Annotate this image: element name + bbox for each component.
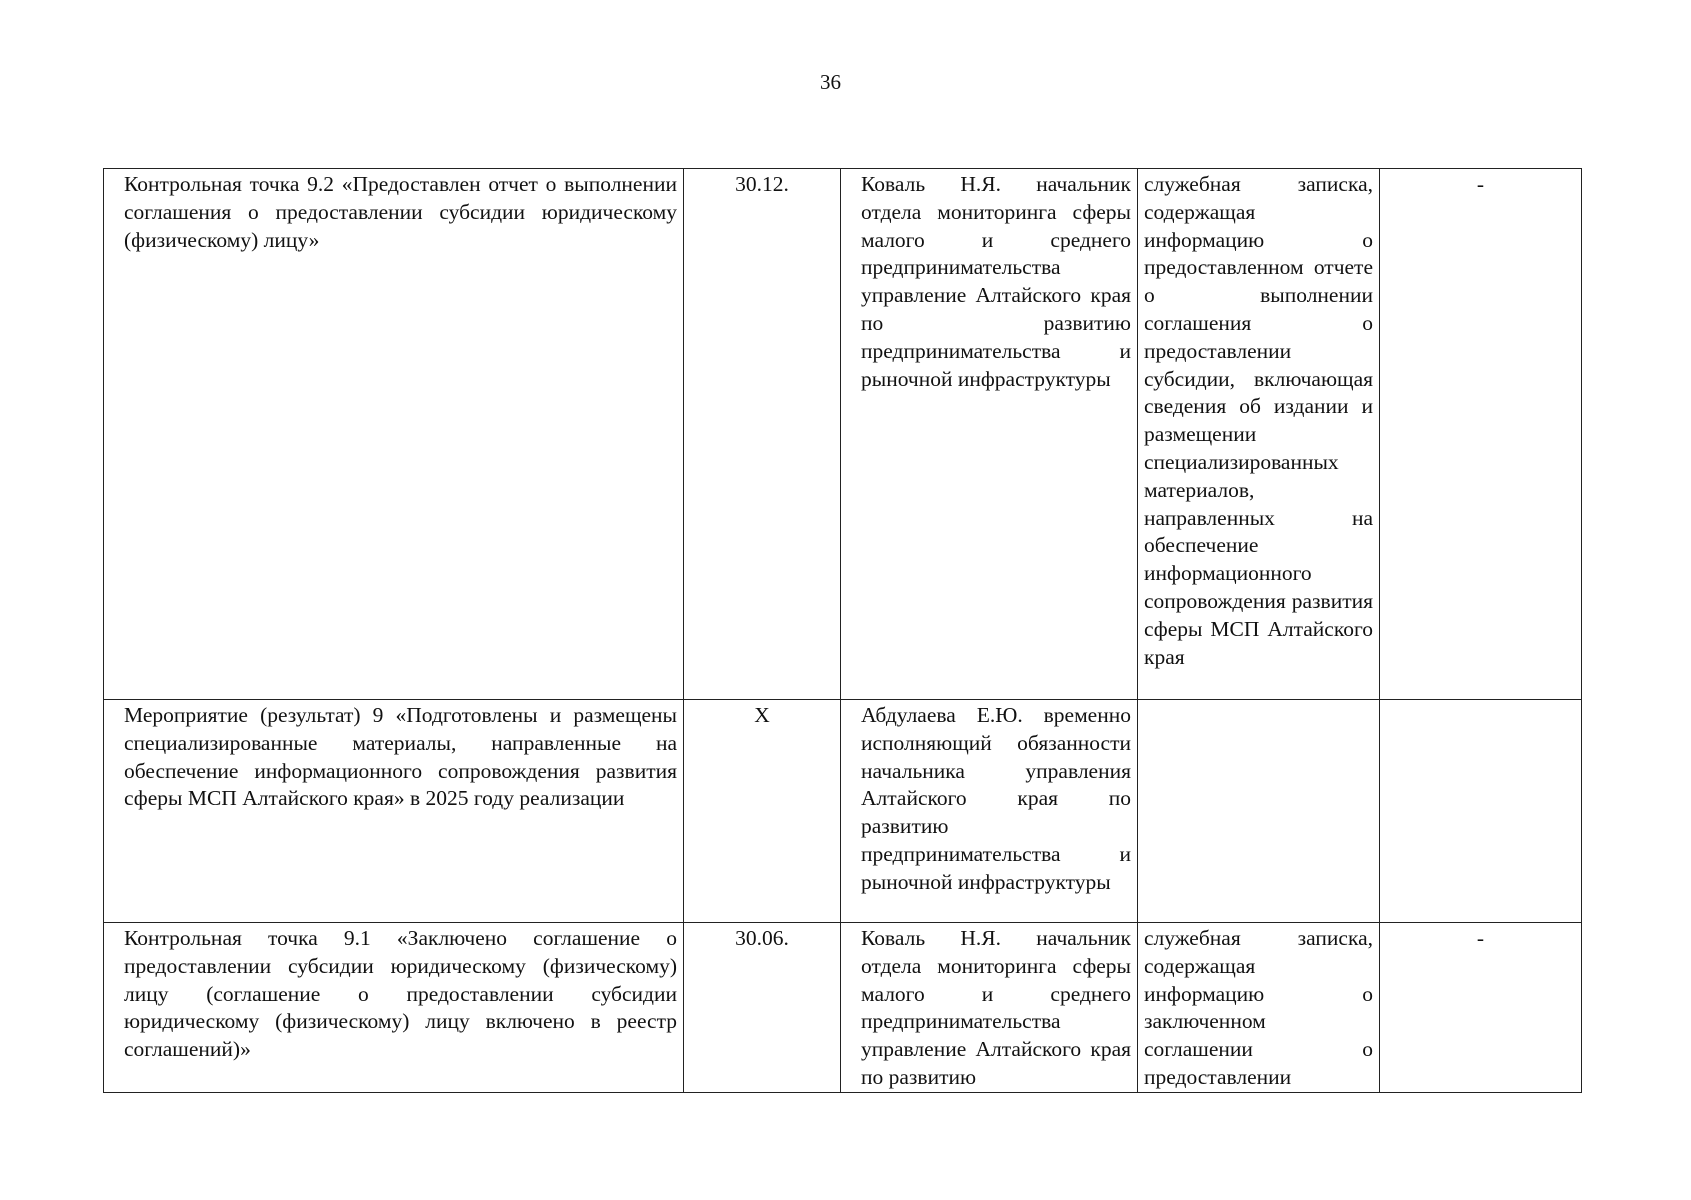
cell-deadline: 30.12.	[684, 169, 841, 700]
cell-deadline: 30.06.	[684, 923, 841, 1093]
cell-deadline: X	[684, 700, 841, 923]
control-points-table	[103, 168, 1582, 1093]
cell-event-name: Мероприятие (результат) 9 «Подготовлены и размещены специализированные материалы, направленные на обеспечение информационного сопровождения развития сферы МСП Алтайского края» в 2025 году реализации	[104, 700, 684, 923]
table-row-control-point-9-2	[104, 169, 1582, 700]
table-row-control-point-9-1	[104, 923, 1582, 1093]
cell-event-name: Контрольная точка 9.1 «Заключено соглашение о предоставлении субсидии юридическому (физическому) лицу (соглашение о предоставлении субсидии юридическому (физическому) лицу включено в реестр соглашений)»	[104, 923, 684, 1093]
cell-responsible: Абдулаева Е.Ю. временно исполняющий обязанности начальника управления Алтайского края по развитию предпринимательства и рыночной инфраструктуры	[841, 700, 1138, 923]
cell-confirming-document	[1138, 700, 1380, 923]
cell-note	[1380, 700, 1582, 923]
table-row-event-9	[104, 700, 1582, 923]
cell-event-name: Контрольная точка 9.2 «Предоставлен отчет о выполнении соглашения о предоставлении субсидии юридическому (физическому) лицу»	[104, 169, 684, 700]
cell-responsible: Коваль Н.Я. начальник отдела мониторинга сферы малого и среднего предпринимательства управление Алтайского края по развитию	[841, 923, 1138, 1093]
cell-confirming-document: служебная записка, содержащая информацию о заключенном соглашении о предоставлении	[1138, 923, 1380, 1093]
cell-note: -	[1380, 169, 1582, 700]
cell-responsible: Коваль Н.Я. начальник отдела мониторинга сферы малого и среднего предпринимательства управление Алтайского края по развитию предпринимательства и рыночной инфраструктуры	[841, 169, 1138, 700]
cell-confirming-document: служебная записка, содержащая информацию о предоставленном отчете о выполнении соглашения о предоставлении субсидии, включающая сведения об издании и размещении специализированных материалов, направленных на обеспечение информационного сопровождения развития сферы МСП Алтайского края	[1138, 169, 1380, 700]
page-number: 36	[820, 70, 841, 94]
cell-note: -	[1380, 923, 1582, 1093]
